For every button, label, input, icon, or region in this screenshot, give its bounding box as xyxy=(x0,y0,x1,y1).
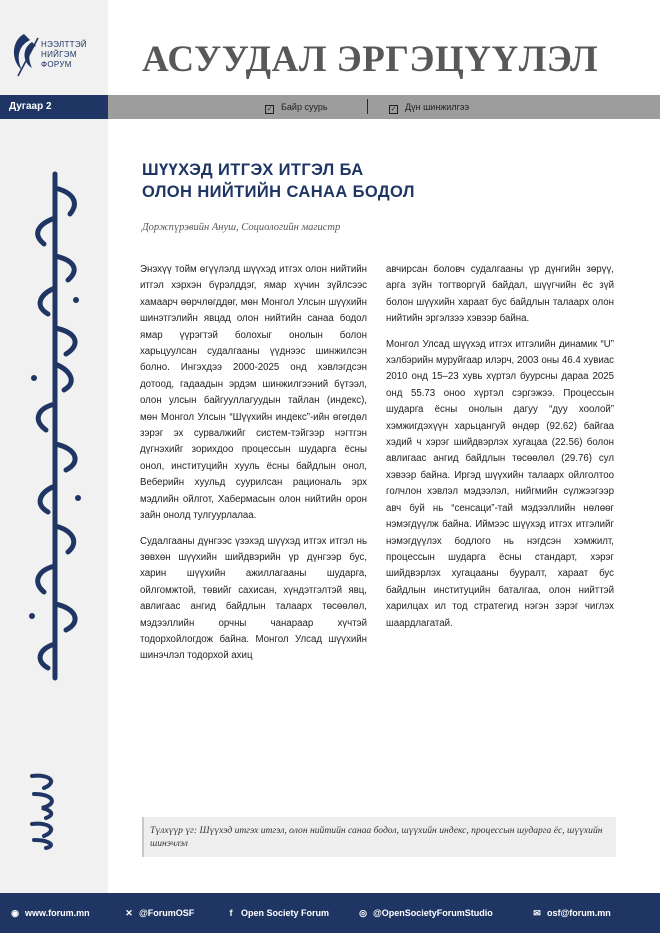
mongolian-year-image xyxy=(20,770,70,850)
x-icon: ✕ xyxy=(125,908,133,918)
tab-analysis[interactable] xyxy=(389,95,469,119)
tab-analysis-label: Дүн шинжилгээ xyxy=(405,102,470,112)
author-byline: Доржпүрэвийн Ануш, Социологийн магистр xyxy=(142,222,341,233)
email-icon: ✉ xyxy=(533,908,541,918)
heading-line-1: ШҮҮХЭД ИТГЭХ ИТГЭЛ БА xyxy=(142,161,364,179)
footer-website-link[interactable] xyxy=(10,893,90,933)
footer-x-link[interactable] xyxy=(124,893,194,933)
keywords-box: Түлхүүр үг: Шүүхэд итгэх итгэл, олон нийтийн санаа бодол, шүүхийн индекс, процессын шударга ёс, шүүхийн шинэчлэл xyxy=(142,817,616,857)
checkbox-icon: ✓ xyxy=(266,106,273,113)
tab-position-label: Байр суурь xyxy=(281,102,328,112)
footer-email-label: osf@forum.mn xyxy=(547,908,611,918)
checkbox-icon: ✓ xyxy=(390,106,397,113)
heading-line-2: ОЛОН НИЙТИЙН САНАА БОДОЛ xyxy=(142,183,415,201)
logo-line-3: ФОРУМ xyxy=(41,60,72,69)
paragraph: Судалгааны дүнгээс үзэхэд шүүхэд итгэх итгэл нь зөвхөн шүүхийн шийдвэрийн үр дүнгээр бус, харин шүүхийн ажиллагааны шударга, ойлгомжтой, төвийг сахисан, хүндэтгэлтэй явц, авлигаас ангид байдлын талаарх төсөөлөл, мэдээллийн орчны чанараар хүчтэй тодорхойлогдож байна. Монгол Улсад шүүхийн шинэчлэл тодорхой ахиц xyxy=(140,535,367,662)
logo-text xyxy=(41,40,87,70)
article-heading xyxy=(142,159,415,203)
tab-position[interactable] xyxy=(265,95,328,119)
issue-label: Дугаар 2 xyxy=(0,95,108,119)
logo-line-1: НЭЭЛТТЭЙ xyxy=(41,40,87,49)
tab-divider xyxy=(367,99,368,114)
footer-x-label: @ForumOSF xyxy=(139,908,195,918)
body-column-left xyxy=(140,262,367,674)
footer xyxy=(0,893,660,933)
series-title: АСУУДАЛ ЭРГЭЦҮҮЛЭЛ xyxy=(142,39,599,80)
footer-instagram-label: @OpenSocietyForumStudio xyxy=(373,908,493,918)
paragraph: Энэхүү тойм өгүүлэлд шүүхэд итгэх олон нийтийн итгэл хэрхэн бүрэлддэг, ямар хүчин зүйлсээс хамаарч өөрчлөгддөг, мөн Монгол Улсын шүүхийн шинэтгэлийн явцад олон нийтийн санаа бодол ямар үүрэгтэй болохыг онолын болон харьцуулсан судалгааны үүднээс шинжилсэн болно. Ингэхдээ 2000-2025 онд хэвлэгдсэн дотоод, гадаадын эрдэм шинжилгээний бүтээл, олон улсын байгууллагуудын тайлан (индекс), мөн Монгол Улсын “Шүүхийн индекс”-ийн өгөгдөл зэрэг эх сурвалжийг систем-тэйгээр нэгтгэн дүгнэхийг зорихдоо процессын шударга ёсны онол, институцийн хууль ёсны байдлын онол, Веберийн хуульд суурилсан рациональ эрх мэдлийн ойлгот, Хабермасын олон нийтийн орон зайн онолд тулгуурлалаа. xyxy=(140,264,367,522)
footer-facebook-label: Open Society Forum xyxy=(241,908,330,918)
globe-icon: ◉ xyxy=(11,908,19,918)
instagram-icon: ◎ xyxy=(359,908,367,918)
footer-instagram-link[interactable] xyxy=(358,893,493,933)
footer-website-label: www.forum.mn xyxy=(25,908,90,918)
body-column-right xyxy=(386,262,614,641)
facebook-icon: f xyxy=(229,908,233,918)
paragraph: авчирсан боловч судалгааны үр дүнгийн зөрүү, арга зүйн тогтворгүй байдал, шүүгчийн ёс зүй болон шүүхийн хараат бус байдлын талаарх олон нийтийн эргэлзээ хэвээр байна. xyxy=(386,264,614,325)
footer-email-link[interactable] xyxy=(532,893,611,933)
logo-line-2: НИЙГЭМ xyxy=(41,50,77,59)
paragraph: Монгол Улсад шүүхэд итгэх итгэлийн динамик “U” хэлбэрийн муруйгаар илэрч, 2003 оны 46.4 хувиас 2010 онд 15–23 хувь хүртэл буурсны дараа 2025 онд 55.73 оноо хүртэл сэргэжээ. Процессын шударга ёсны онолын дагуу “дуу хоолой” хэмжигдэхүүн харьцангуй өндөр (92.62) байгаа хэдий ч хэрэг шийдвэрлэх хугацаа (22.56) болон авлигаас ангид байдлын төсөөлөл (29.76) сул хэвээр байна. Иргэд шүүхийн талаарх ойлголтоо голчлон хэвлэл мэдээлэл, нийгмийн сүлжээгээр авч буй нь “сенсаци”-тай мэдээллийн нөлөөг нэмэгдүүлж байна. Иймээс шүүхэд итгэх итгэлийг нэмэгдүүлэх бодлого нь нэгдсэн хэмжилт, процессын шударга ёсны стандарт, хэрэг шийдвэрлэх хугацааны бууралт, хараат бус байдлын институцийн баталгаа, олон нийттэй харилцах ил тод стратегид нэгэн зэрэг чиглэх шаардлагатай. xyxy=(386,338,614,629)
footer-facebook-link[interactable] xyxy=(226,893,329,933)
mongolian-script-image xyxy=(10,168,100,688)
